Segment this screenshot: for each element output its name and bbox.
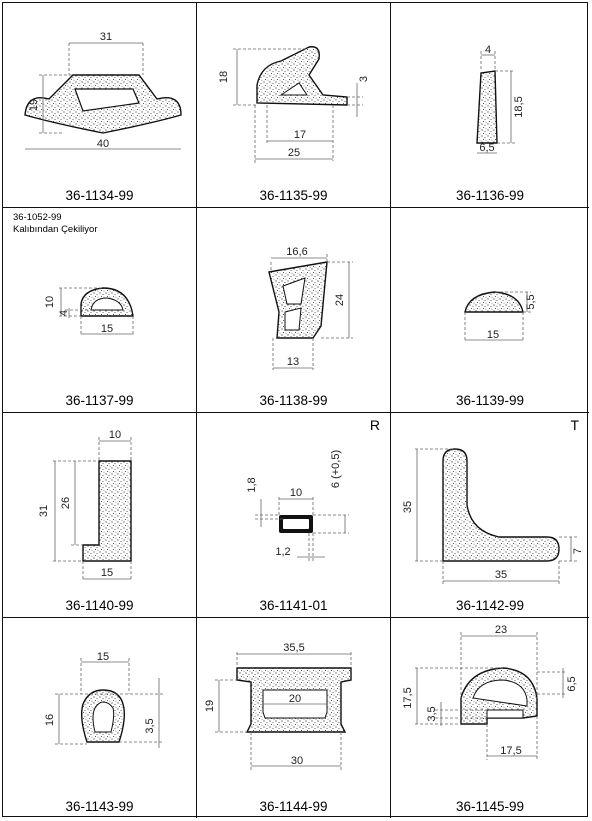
profile-drawing	[197, 3, 391, 208]
profile-drawing	[3, 413, 197, 618]
part-cell	[197, 413, 391, 618]
part-code: 36-1142-99	[455, 598, 525, 613]
dim-label: 6,5	[566, 676, 578, 692]
part-cell	[391, 413, 589, 618]
dim-label: 15	[96, 651, 110, 663]
dim-label: 19	[28, 98, 40, 112]
part-cell	[3, 618, 197, 818]
note-code: 36-1052-99	[13, 212, 62, 223]
profile-drawing	[391, 208, 589, 413]
dim-label: 15	[100, 567, 114, 579]
part-code: 36-1140-99	[65, 598, 134, 613]
part-code: 36-1141-01	[259, 598, 328, 613]
dim-label: 10	[289, 487, 303, 499]
dim-label: 35,5	[283, 642, 305, 654]
dim-label: 20	[288, 693, 302, 705]
profile-drawing	[391, 618, 589, 818]
dim-label: 3,5	[426, 706, 438, 722]
profile-drawing	[197, 618, 391, 818]
dim-label: 31	[38, 504, 50, 518]
part-code: 36-1143-99	[65, 799, 134, 814]
part-code: 36-1135-99	[259, 188, 328, 203]
part-cell	[3, 208, 197, 413]
dim-label: 17,5	[402, 687, 414, 709]
dim-label: 15	[100, 323, 114, 335]
dim-label: 15	[486, 329, 500, 341]
corner-mark: T	[570, 417, 579, 433]
dim-label: 10	[108, 429, 122, 441]
profile-grid	[2, 2, 588, 817]
dim-label: 1,2	[275, 546, 291, 558]
part-code: 36-1139-99	[455, 393, 525, 408]
profile-drawing	[3, 3, 197, 208]
part-cell	[391, 208, 589, 413]
part-cell	[391, 618, 589, 818]
dim-label: 4	[58, 309, 70, 317]
dim-label: 17	[293, 129, 307, 141]
part-cell	[3, 3, 197, 208]
dim-label: 24	[334, 293, 346, 307]
dim-label: 6,5	[479, 142, 495, 154]
dim-label: 3	[358, 75, 370, 83]
part-code: 36-1138-99	[259, 393, 328, 408]
part-code: 36-1137-99	[65, 393, 134, 408]
part-code: 36-1136-99	[455, 188, 525, 203]
note-text: Kalıbından Çekiliyor	[13, 224, 98, 235]
dim-label: 25	[287, 147, 301, 159]
dim-label: 18	[218, 70, 230, 84]
dim-label: 23	[494, 624, 508, 636]
dim-label: 35	[402, 500, 414, 514]
part-code: 36-1144-99	[259, 799, 328, 814]
dim-label: 18,5	[513, 96, 525, 118]
dim-label: 17,5	[500, 745, 522, 757]
dim-label: 35	[494, 569, 508, 581]
profile-drawing	[3, 208, 197, 413]
part-cell	[391, 3, 589, 208]
part-cell	[197, 3, 391, 208]
dim-label: 13	[286, 356, 300, 368]
part-code: 36-1145-99	[455, 799, 525, 814]
dim-label: 4	[484, 44, 492, 56]
part-code: 36-1134-99	[65, 188, 134, 203]
dim-label: 16	[44, 713, 56, 727]
dim-label: 26	[60, 496, 72, 510]
dim-label: 3,5	[144, 718, 156, 734]
dim-label: 6 (+0,5)	[330, 449, 342, 489]
profile-drawing	[391, 413, 589, 618]
dim-label: 19	[204, 699, 216, 713]
dim-label: 5,5	[525, 294, 537, 310]
dim-label: 1,8	[246, 477, 258, 493]
part-cell	[197, 208, 391, 413]
dim-label: 31	[99, 31, 113, 43]
profile-drawing	[197, 413, 391, 618]
part-cell	[3, 413, 197, 618]
dim-label: 10	[44, 295, 56, 309]
corner-mark: R	[369, 417, 380, 433]
dim-label: 16,6	[286, 246, 308, 258]
dim-label: 30	[290, 755, 304, 767]
dim-label: 7	[572, 547, 584, 555]
part-cell	[197, 618, 391, 818]
profile-drawing	[391, 3, 589, 208]
dim-label: 40	[96, 138, 110, 150]
profile-drawing	[197, 208, 391, 413]
profile-drawing	[3, 618, 197, 818]
